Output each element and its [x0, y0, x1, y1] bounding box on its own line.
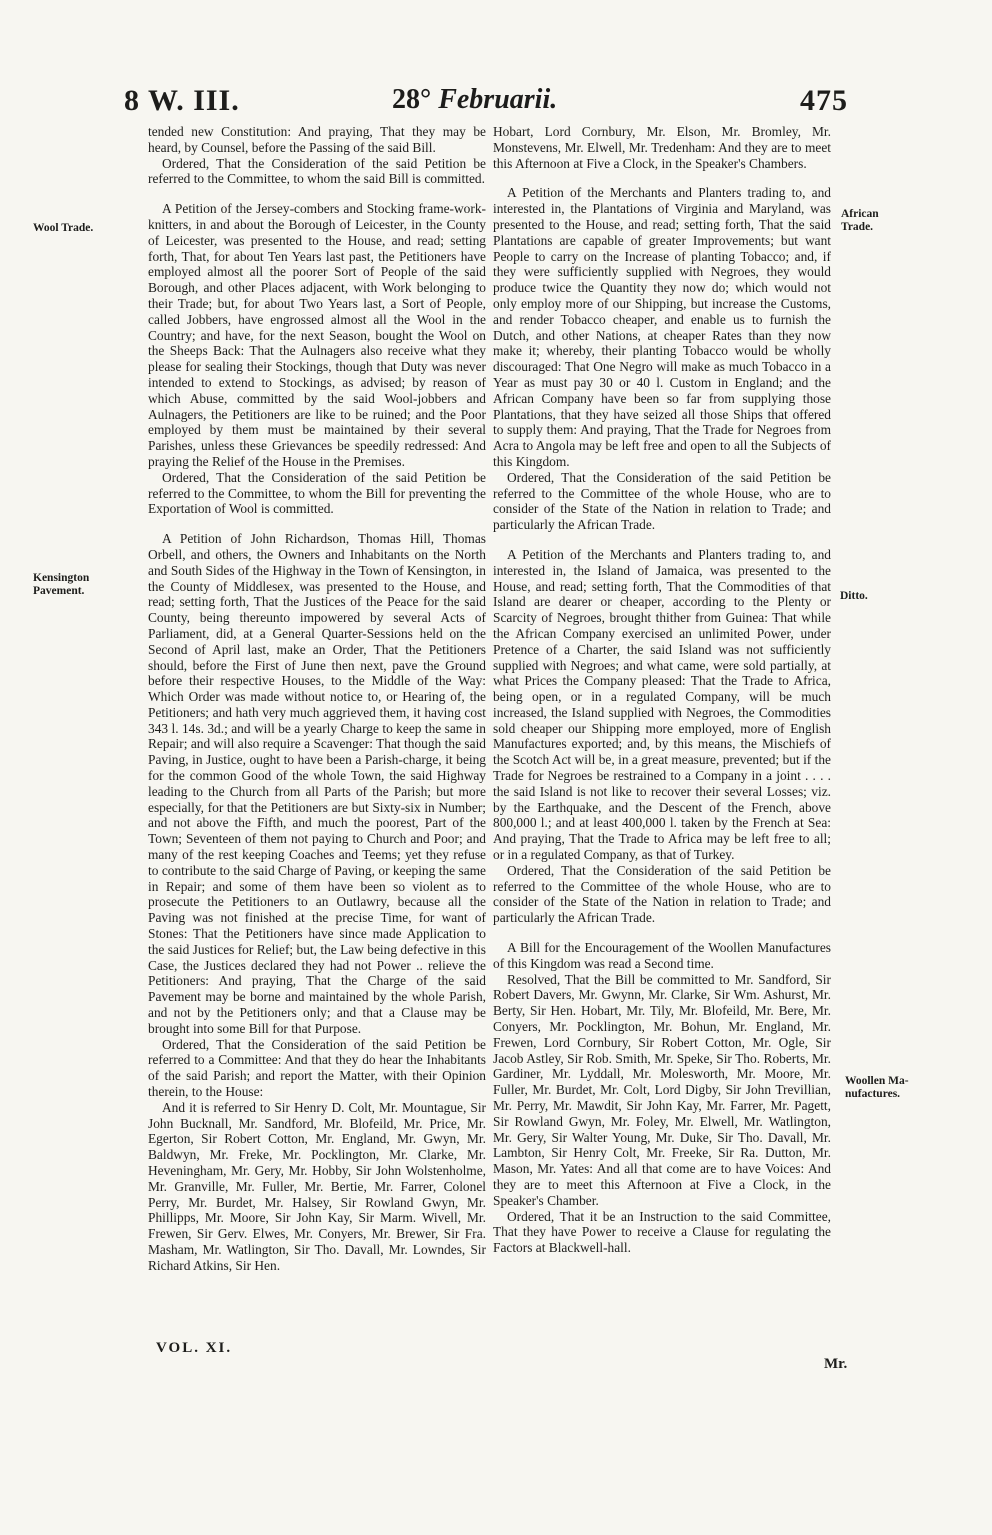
- paragraph: Ordered, That the Consideration of the said Petition be referred to the Committee, to whom the said Bill is committed.: [148, 155, 486, 187]
- paragraph: tended new Constitution: And praying, That they may be heard, by Counsel, before the Passing of the said Bill.: [148, 124, 486, 155]
- left-column: [148, 124, 486, 1274]
- margin-note-line: Woollen Ma-: [845, 1075, 909, 1087]
- paragraph: Ordered, That the Consideration of the said Petition be referred to the Committee of the whole House, who are to consider of the State of the Nation in relation to Trade; and particularly the African Trade.: [493, 862, 831, 926]
- margin-note-woollen: [845, 1075, 909, 1101]
- margin-note-wool-trade: Wool Trade.: [33, 222, 94, 234]
- paragraph: Ordered, That the Consideration of the said Petition be referred to the Committee of the whole House, who are to consider of the State of the Nation in relation to Trade; and particularly the African Trade.: [493, 469, 831, 533]
- date-day: 28°: [392, 84, 432, 115]
- paragraph: Resolved, That the Bill be committed to Mr. Sandford, Sir Robert Davers, Mr. Gwynn, Mr. Clarke, Sir Wm. Ashurst, Mr. Berty, Sir Hen. Hobart, Mr. Tily, Mr. Blofeild, Mr. Bere, Mr. Conyers, Mr. Pocklington, Mr. Bohun, Mr. England, Mr. Frewen, Lord Cornbury, Sir Robert Cotton, Mr. Ogle, Sir Jacob Astley, Sir Rob. Smith, Mr. Speke, Sir Tho. Roberts, Mr. Gardiner, Mr. Lyddall, Mr. Molesworth, Mr. Moore, Mr. Fuller, Mr. Burdet, Mr. Colt, Lord Digby, Sir John Trevillian, Mr. Perry, Mr. Mawdit, Sir John Kay, Mr. Farrer, Mr. Pagett, Sir Rowland Gwyn, Mr. Foley, Mr. Elwell, Mr. Watlington, Mr. Gery, Sir Walter Young, Mr. Duke, Sir Tho. Davall, Mr. Lambton, Sir Henry Colt, Mr. Freeke, Sir Ra. Dutton, Mr. Mason, Mr. Yates: And all that come are to have Voices: And they are to meet this Afternoon at Five a Clock, in the Speaker's Chamber.: [493, 971, 831, 1208]
- paragraph: A Petition of the Jersey-combers and Stocking frame-work-knitters, in and about the Borough of Leicester, in the County of Leicester, was presented to the House, and read; setting forth, That, for about Ten Years last past, the Petitioners have employed almost all the poorer Sort of People of the said Borough, and other Places adjacent, with Work belonging to their Trade; but, for about Two Years last, a Sort of People, called Jobbers, have engrossed almost all the Wool in the Country; and have, for the next Season, bought the Wool on the Sheeps Back: That the Aulnagers also receive what they please for sealing their Stockings, though that Duty was never intended to extend to Stockings, as advised; by reason of which Abuse, committed by the said Wool-jobbers and Aulnagers, the Petitioners are like to be ruined; and the Poor employed by them must be maintained by their several Parishes, unless these Grievances be speedily redressed: And praying the Relief of the House in the Premises.: [148, 201, 486, 469]
- catchword: Mr.: [824, 1356, 848, 1372]
- paragraph: A Petition of the Merchants and Planters trading to, and interested in, the Island of Jamaica, was presented to the House, and read; setting forth, That the Commodities of that Island are dearer or cheaper, according to the Plenty or Scarcity of Negroes, brought thither from Guinea: That while the African Company exercised an unlimited Power, under Pretence of a Charter, the said Island was not sufficiently supplied with Negroes; and what came, were sold partially, at what Prices the Company pleased: That the Trade to Africa, being open, or in a regulated Company, will be much increased, the Island supplied with Negroes, the Commodities sold cheaper our Shipping more employed, more of English Manufactures exported; and, by this means, the Mischiefs of the Scotch Act will be, in a great measure, prevented; but if the Trade for Negroes be restrained to a Company in a joint . . . . the said Island is not like to recover their several Losses; viz. by the Earthquake, and the Descent of the French, above 800,000 l.; and at least 400,000 l. taken by the French at Sea: And praying, That the Trade to Africa may be left free to all; or in a regulated Company, as that of Turkey.: [493, 546, 831, 863]
- margin-note-line: Pavement.: [33, 585, 85, 597]
- right-column: [493, 124, 831, 1256]
- date-month: Februarii.: [438, 84, 558, 115]
- margin-note-african-trade: [841, 208, 879, 234]
- paragraph: Hobart, Lord Cornbury, Mr. Elson, Mr. Bromley, Mr. Monstevens, Mr. Elwell, Mr. Tredenham: And they are to meet this Afternoon at Five a Clock, in the Speaker's Chambers.: [493, 124, 831, 171]
- paragraph: And it is referred to Sir Henry D. Colt, Mr. Mountague, Sir John Bucknall, Mr. Sandford, Mr. Blofeild, Mr. Price, Mr. Egerton, Sir Robert Cotton, Mr. England, Mr. Gwyn, Mr. Baldwyn, Mr. Freke, Mr. Pocklington, Mr. Clarke, Mr. Heveningham, Mr. Gery, Mr. Hobby, Sir John Wolstenholme, Mr. Granville, Mr. Fuller, Mr. Bertie, Mr. Farrer, Colonel Perry, Mr. Burdet, Mr. Halsey, Sir Rowland Gwyn, Mr. Phillipps, Mr. Moore, Sir John Kay, Sir Marm. Wivell, Mr. Frewen, Sir Gerv. Elwes, Mr. Conyers, Mr. Brewer, Sir Fra. Masham, Mr. Watlington, Sir Tho. Davall, Mr. Lowndes, Sir Richard Atkins, Sir Hen.: [148, 1099, 486, 1273]
- paragraph: Ordered, That it be an Instruction to the said Committee, That they have Power to receive a Clause for regulating the Factors at Blackwell-hall.: [493, 1208, 831, 1256]
- margin-note-ditto: Ditto.: [840, 590, 868, 602]
- paragraph: A Petition of the Merchants and Planters trading to, and interested in, the Plantations of Virginia and Maryland, was presented to the House, and read; setting forth, That the said Plantations are capable of greater Improvements; but want People to carry on the Increase of planting Tobacco; and, if they were sufficiently supplied with Negroes, they would produce twice the Quantity they now do; which would not only employ more of our Shipping, but increase the Customs, and render Tobacco cheaper, and enable us to furnish the Dutch, and other Nations, at cheaper Rates than they now make it; whereby, their planting Tobacco would be wholly discouraged: That One Negro will make as much Tobacco in a Year as must pay 30 or 40 l. Custom in England; and the African Company have been so far from supplying those Plantations, that they have seized all those Ships that offered to supply them: And praying, That the Trade for Negroes from Acra to Angola may be left free and open to all the Subjects of this Kingdom.: [493, 185, 831, 469]
- volume-signature: VOL. XI.: [156, 1340, 233, 1356]
- paragraph: Ordered, That the Consideration of the said Petition be referred to a Committee: And that they do hear the Inhabitants of the said Parish; and report the Matter, with their Opinion therein, to the House:: [148, 1036, 486, 1100]
- margin-note-line: African: [841, 208, 879, 220]
- date-heading: [392, 84, 557, 124]
- margin-note-line: nufactures.: [845, 1088, 901, 1100]
- margin-note-line: Kensington: [33, 572, 90, 584]
- paragraph: A Petition of John Richardson, Thomas Hill, Thomas Orbell, and others, the Owners and Inhabitants on the North and South Sides of the Highway in the Town of Kensington, in the County of Middlesex, was presented to the House, and read; setting forth, That the Justices of the Peace for the said County, being thereunto impowered by several Acts of Parliament, did, at a General Quarter-Sessions held on the Second of April last, make an Order, That the Petitioners should, before the First of June then next, pave the Ground before their respective Houses, to the Middle of the Way: Which Order was made without notice to, or Hearing of, the Petitioners; and hath very much aggrieved them, it having cost 343 l. 14s. 3d.; and will be a yearly Charge to keep the same in Repair; and will also require a Scavenger: That though the said Paving, in Justice, ought to have been a Parish-charge, it being for the common Good of the whole Town, the said Highway leading to the Church from all Parts of the Parish; but more especially, for that the Petitioners are but Sixty-six in Number; and not above the Fifth, and much the poorest, Part of the Town; Seventeen of them not paying to Church and Poor; and many of the rest keeping Coaches and Teems; yet they refuse to contribute to the said Charge of Paving, or keeping the same in Repair; and some of them have been so violent as to prosecute the Petitioners to an Outlawry, because all the Paving was not finished at the precise Time, for want of Stones: That the Petitioners have since made Application to the said Justices for Relief; but, the Law being defective in this Case, the Justices declared they had not Power .. relieve the Petitioners: And praying, That the Charge of the said Pavement may be borne and maintained by the whole Parish, and not by the Petitioners only; and that a Clause may be brought into some Bill for that Purpose.: [148, 531, 486, 1036]
- page-number: 475: [800, 84, 848, 117]
- margin-note-line: Trade.: [841, 221, 874, 233]
- paragraph: A Bill for the Encouragement of the Woollen Manufactures of this Kingdom was read a Second time.: [493, 940, 831, 971]
- margin-note-kensington: [33, 572, 89, 598]
- regnal-year: 8 W. III.: [124, 84, 240, 117]
- paragraph: Ordered, That the Consideration of the said Petition be referred to the Committee, to whom the Bill for preventing the Exportation of Wool is committed.: [148, 469, 486, 517]
